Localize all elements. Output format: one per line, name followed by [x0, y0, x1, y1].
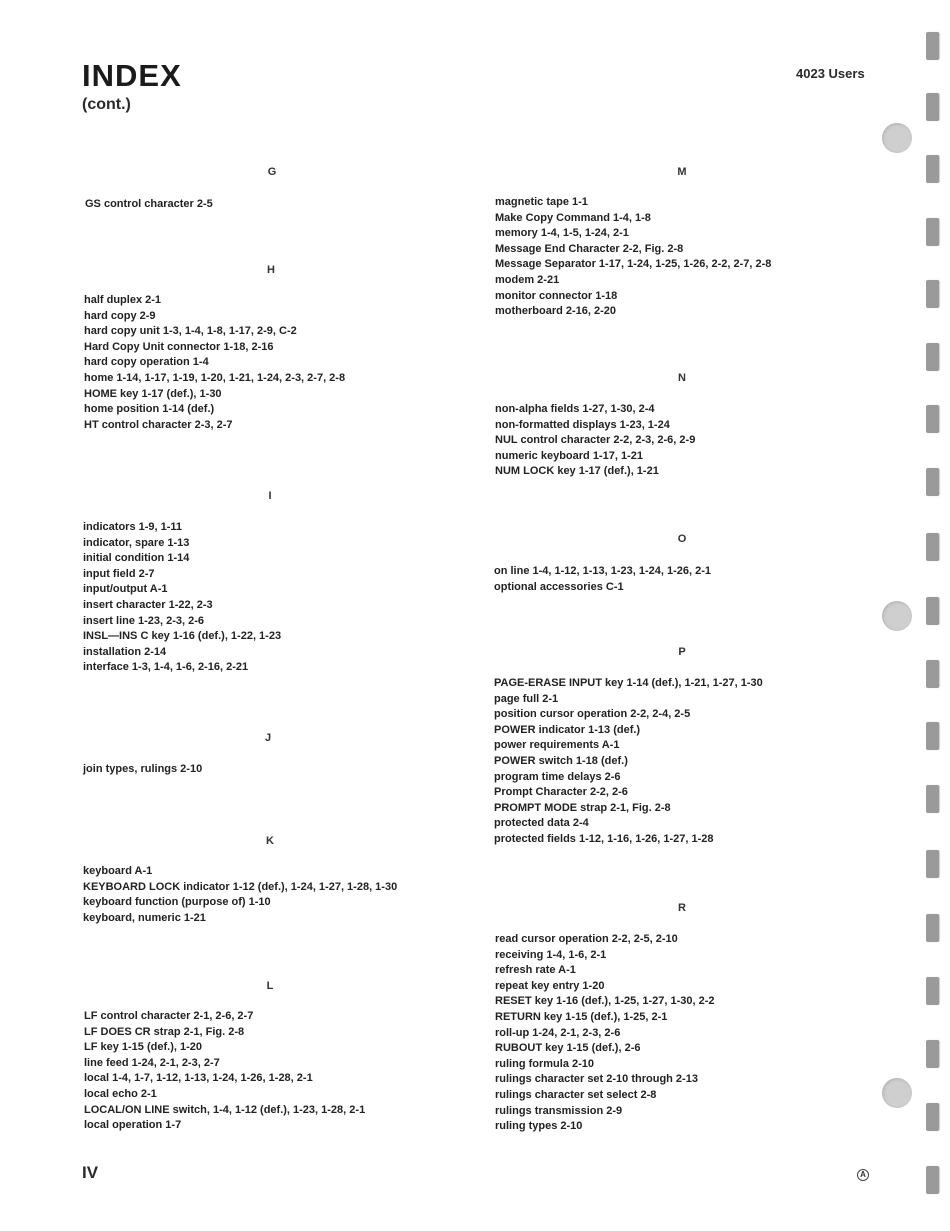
index-entry: memory 1-4, 1-5, 1-24, 2-1	[495, 227, 629, 240]
index-entry: non-alpha fields 1-27, 1-30, 2-4	[495, 403, 655, 415]
index-entry: insert line 1-23, 2-3, 2-6	[83, 614, 205, 627]
edge-tab	[926, 785, 939, 813]
index-entry: indicators 1-9, 1-11	[83, 521, 183, 533]
index-entry: ruling formula 2-10	[495, 1057, 595, 1070]
index-entry: page full 2-1	[494, 692, 559, 705]
page-subtitle: (cont.)	[82, 96, 131, 113]
binder-hole	[882, 123, 912, 153]
section-o-entries	[494, 564, 711, 595]
edge-tab	[926, 533, 939, 561]
index-entry: input/output A-1	[83, 583, 168, 596]
edge-tab	[926, 597, 939, 625]
index-entry: POWER switch 1-18 (def.)	[494, 754, 628, 767]
index-entry: NUL control character 2-2, 2-3, 2-6, 2-9	[495, 434, 696, 447]
index-entry: half duplex 2-1	[84, 294, 162, 306]
edge-tab	[926, 468, 939, 496]
section-g-entries	[85, 197, 213, 213]
index-entry: receiving 1-4, 1-6, 2-1	[495, 948, 607, 961]
edge-tab	[926, 660, 939, 688]
index-entry: Prompt Character 2-2, 2-6	[494, 786, 628, 799]
section-letter-k: K	[266, 835, 274, 847]
index-entry: roll-up 1-24, 2-1, 2-3, 2-6	[495, 1026, 621, 1039]
index-entry: RESET key 1-16 (def.), 1-25, 1-27, 1-30, 2-2	[495, 995, 715, 1008]
index-entry: on line 1-4, 1-12, 1-13, 1-23, 1-24, 1-26, 2-1	[494, 565, 712, 577]
index-entry: refresh rate A-1	[495, 964, 576, 977]
index-entry: LOCAL/ON LINE switch, 1-4, 1-12 (def.), 1-23, 1-28, 2-1	[84, 1103, 366, 1116]
index-entry: hard copy operation 1-4	[84, 356, 209, 369]
index-entry: LF DOES CR strap 2-1, Fig. 2-8	[84, 1025, 245, 1038]
edge-tab	[926, 405, 939, 433]
index-entry: magnetic tape 1-1	[495, 196, 588, 208]
page-title: INDEX	[82, 58, 182, 93]
edge-tab	[926, 93, 939, 121]
section-j-entries	[83, 762, 202, 778]
index-entry: join types, rulings 2-10	[83, 763, 203, 775]
index-entry: LF key 1-15 (def.), 1-20	[84, 1041, 202, 1054]
index-entry: repeat key entry 1-20	[495, 979, 605, 992]
index-entry: rulings transmission 2-9	[495, 1104, 623, 1117]
index-entry: installation 2-14	[83, 645, 167, 658]
index-entry: protected data 2-4	[494, 817, 589, 830]
section-m-entries	[495, 195, 771, 320]
index-entry: home position 1-14 (def.)	[84, 403, 215, 416]
edge-tab	[926, 155, 939, 183]
edge-tab	[926, 32, 939, 60]
section-l-entries	[84, 1009, 365, 1134]
index-entry: RUBOUT key 1-15 (def.), 2-6	[495, 1042, 641, 1055]
index-entry: input field 2-7	[83, 567, 155, 580]
section-i-entries	[83, 520, 281, 676]
section-letter-m: M	[677, 166, 687, 178]
section-letter-i: I	[268, 490, 272, 502]
index-entry: hard copy unit 1-3, 1-4, 1-8, 1-17, 2-9, C-2	[84, 325, 297, 338]
index-entry: modem 2-21	[495, 273, 560, 286]
index-entry: motherboard 2-16, 2-20	[495, 305, 617, 318]
section-letter-g: G	[267, 166, 277, 178]
edge-tab	[926, 280, 939, 308]
index-entry: position cursor operation 2-2, 2-4, 2-5	[494, 708, 691, 721]
index-entry: Message Separator 1-17, 1-24, 1-25, 1-26, 2-2, 2-7, 2-8	[495, 258, 772, 271]
section-letter-r: R	[678, 902, 686, 914]
section-p-entries	[494, 676, 763, 848]
index-entry: program time delays 2-6	[494, 770, 621, 783]
edge-tab	[926, 977, 939, 1005]
edge-tab	[926, 343, 939, 371]
section-letter-j: J	[264, 732, 272, 744]
edge-tab	[926, 1166, 939, 1194]
index-entry: hard copy 2-9	[84, 309, 156, 322]
index-entry: HT control character 2-3, 2-7	[84, 418, 233, 431]
index-entry: local operation 1-7	[84, 1119, 182, 1132]
index-entry: local echo 2-1	[84, 1087, 157, 1100]
edge-tab	[926, 218, 939, 246]
section-letter-p: P	[678, 646, 686, 658]
index-entry: rulings character set 2-10 through 2-13	[495, 1073, 698, 1086]
document-id: 4023 Users	[796, 66, 865, 81]
index-entry: LF control character 2-1, 2-6, 2-7	[84, 1010, 254, 1022]
index-entry: indicator, spare 1-13	[83, 536, 190, 549]
edge-tab	[926, 722, 939, 750]
index-entry: KEYBOARD LOCK indicator 1-12 (def.), 1-24, 1-27, 1-28, 1-30	[83, 880, 398, 893]
index-entry: read cursor operation 2-2, 2-5, 2-10	[495, 933, 678, 945]
index-entry: Message End Character 2-2, Fig. 2-8	[495, 242, 684, 255]
index-entry: monitor connector 1-18	[495, 289, 618, 302]
page-number: IV	[82, 1163, 99, 1182]
section-letter-l: L	[266, 980, 274, 992]
index-entry: insert character 1-22, 2-3	[83, 598, 213, 611]
index-entry: INSL—INS C key 1-16 (def.), 1-22, 1-23	[83, 630, 282, 643]
index-entry: PROMPT MODE strap 2-1, Fig. 2-8	[494, 801, 671, 814]
index-entry: NUM LOCK key 1-17 (def.), 1-21	[495, 465, 659, 478]
index-entry: rulings character set select 2-8	[495, 1088, 657, 1101]
index-entry: HOME key 1-17 (def.), 1-30	[84, 387, 222, 400]
edge-tab	[926, 1103, 939, 1131]
index-entry: PAGE-ERASE INPUT key 1-14 (def.), 1-21, 1-27, 1-30	[494, 677, 763, 689]
edge-tab	[926, 914, 939, 942]
index-entry: optional accessories C-1	[494, 580, 624, 593]
section-h-entries	[84, 293, 345, 433]
index-entry: Make Copy Command 1-4, 1-8	[495, 211, 651, 224]
section-r-entries	[495, 932, 715, 1135]
index-entry: power requirements A-1	[494, 739, 620, 752]
index-entry: GS control character 2-5	[85, 198, 213, 210]
section-letter-o: O	[677, 533, 687, 545]
index-entry: line feed 1-24, 2-1, 2-3, 2-7	[84, 1056, 220, 1069]
index-entry: home 1-14, 1-17, 1-19, 1-20, 1-21, 1-24, 2-3, 2-7, 2-8	[84, 371, 346, 384]
edge-tab	[926, 850, 939, 878]
section-n-entries	[495, 402, 695, 480]
section-k-entries	[83, 864, 397, 926]
index-entry: ruling types 2-10	[495, 1120, 583, 1133]
index-entry: RETURN key 1-15 (def.), 1-25, 2-1	[495, 1010, 668, 1023]
index-entry: keyboard function (purpose of) 1-10	[83, 896, 271, 909]
binder-hole	[882, 601, 912, 631]
binder-hole	[882, 1078, 912, 1108]
section-letter-n: N	[678, 372, 686, 384]
revision-mark: A	[857, 1169, 869, 1181]
index-entry: initial condition 1-14	[83, 552, 190, 565]
index-entry: keyboard, numeric 1-21	[83, 911, 206, 924]
index-entry: POWER indicator 1-13 (def.)	[494, 723, 641, 736]
index-entry: local 1-4, 1-7, 1-12, 1-13, 1-24, 1-26, 1-28, 2-1	[84, 1072, 313, 1085]
index-entry: interface 1-3, 1-4, 1-6, 2-16, 2-21	[83, 661, 249, 674]
index-entry: numeric keyboard 1-17, 1-21	[495, 449, 643, 462]
index-entry: non-formatted displays 1-23, 1-24	[495, 418, 670, 431]
index-entry: Hard Copy Unit connector 1-18, 2-16	[84, 340, 274, 353]
edge-tab	[926, 1040, 939, 1068]
index-entry: protected fields 1-12, 1-16, 1-26, 1-27, 1-28	[494, 832, 714, 845]
section-letter-h: H	[267, 264, 275, 276]
index-entry: keyboard A-1	[83, 865, 153, 877]
